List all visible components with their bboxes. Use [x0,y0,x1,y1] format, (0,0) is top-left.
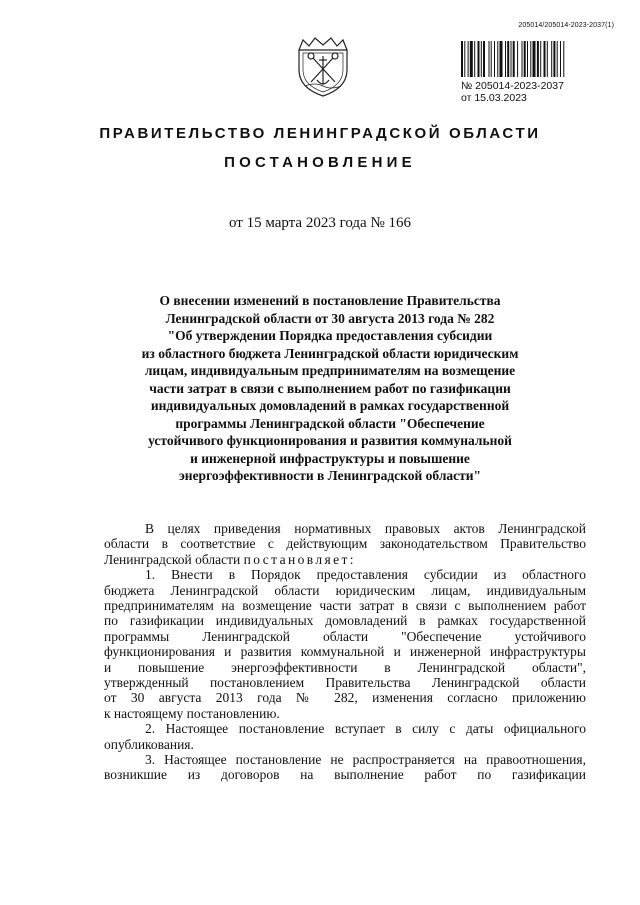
subject-line: индивидуальных домовладений в рамках государственной [150,398,510,413]
subject-line: энергоэффективности в Ленинградской области" [178,468,482,483]
barcode-bar [470,41,473,77]
body-line: по газификации индивидуальных домовладений в рамках государственной [104,613,586,629]
barcode-bar [513,41,515,77]
body-line: 2. Настоящее постановление вступает в силу с даты официального [145,721,586,737]
body-line: В целях приведения нормативных правовых актов Ленинградской [145,521,586,536]
barcode-bar [560,41,561,77]
body-line: возникшие из договоров на выполнение работ по газификации [104,767,586,783]
subject-line: устойчивого функционирования и развития коммунальной [148,433,512,448]
body-line: бюджета Ленинградской области юридическим лицам, индивидуальным [104,582,586,598]
decree-subject [130,292,530,485]
barcode-bar [507,41,509,77]
barcode-bar [527,41,528,77]
item-2-paragraph [104,721,586,752]
barcode-bar [551,41,552,77]
government-title: ПРАВИТЕЛЬСТВО ЛЕНИНГРАДСКОЙ ОБЛАСТИ [99,125,541,142]
body-line: функционирования и развития коммунальной и инженерной инфраструктуры [104,644,586,660]
decree-date-number: от 15 марта 2023 года № 166 [228,215,412,231]
document-type-title: ПОСТАНОВЛЕНИЕ [224,154,416,171]
barcode-bar [489,41,490,77]
registration-stamp [461,80,564,104]
barcode-bar [497,41,498,77]
barcode-bar [537,41,539,77]
barcode-bar [533,41,536,77]
registration-date: от 15.03.2023 [461,92,527,104]
body-line: утвержденный постановлением Правительства Ленинградской области [104,674,586,690]
body-line: 1. Внести в Порядок предоставления субсидии из областного [145,567,586,583]
subject-line: О внесении изменений в постановление Правительства [159,293,501,308]
barcode-bar [468,41,469,77]
decree-body [104,521,586,783]
barcode-bar [491,41,492,77]
body-line: 3. Настоящее постановление не распространяется на правоотношения, [145,751,586,767]
barcode-bar [474,41,475,77]
preamble-colon: : [349,551,354,567]
barcode-bar [481,41,482,77]
barcode-bar [461,41,463,77]
barcode-bar [530,41,531,77]
body-line: опубликования. [104,736,194,752]
resolves-word: постановляет [243,551,350,567]
barcode-bar [557,41,558,77]
body-line: к настоящему постановлению. [104,705,280,721]
preamble-text: Ленинградской области [104,551,241,567]
subject-line: "Об утверждении Порядка предоставления субсидии [167,328,493,343]
barcode-bar [511,41,512,77]
body-line: и повышение энергоэффективности в Ленинградской области", [104,659,586,675]
preamble-paragraph [104,521,586,567]
barcode-bar [547,41,548,77]
barcode-bar [494,41,495,77]
barcode-bar [544,41,546,77]
registration-number: № 205014-2023-2037 [461,80,564,92]
subject-line: из областного бюджета Ленинградской области юридическим [141,345,519,361]
registry-code-top: 205014/205014-2023-2037(1) [518,22,614,29]
barcode-icon [461,41,609,77]
item-3-paragraph [104,752,586,783]
subject-line: программы Ленинградской области "Обеспечение [175,415,485,431]
body-line: от 30 августа 2013 года № 282, изменения согласно приложению [104,690,586,706]
barcode-bar [540,41,541,77]
coat-of-arms-icon [295,36,351,98]
body-line: предпринимателям на возмещение части затрат в связи с выполнением работ [104,597,586,613]
barcode-bar [524,41,526,77]
subject-line: и инженерной инфраструктуры и повышение [190,450,470,466]
barcode-bar [505,41,506,77]
barcode-bar [464,41,465,77]
body-line: области в соответствие с действующим законодательством Правительство [104,536,586,552]
barcode-bar [478,41,480,77]
barcode-bar [563,41,564,77]
barcode-bar [517,41,518,77]
subject-line: Ленинградской области от 30 августа 2013 года № 282 [165,310,495,326]
barcode-bar [500,41,503,77]
item-1-paragraph [104,567,586,721]
barcode-bar [553,41,555,77]
subject-line: части затрат в связи с выполнением работ по газификации [149,380,511,396]
body-line: программы Ленинградской области "Обеспечение устойчивого [104,628,586,644]
body-line [104,552,586,567]
subject-line: лицам, индивидуальным предпринимателям на возмещение [144,363,516,378]
barcode-bar [522,41,523,77]
barcode-bar [483,41,485,77]
